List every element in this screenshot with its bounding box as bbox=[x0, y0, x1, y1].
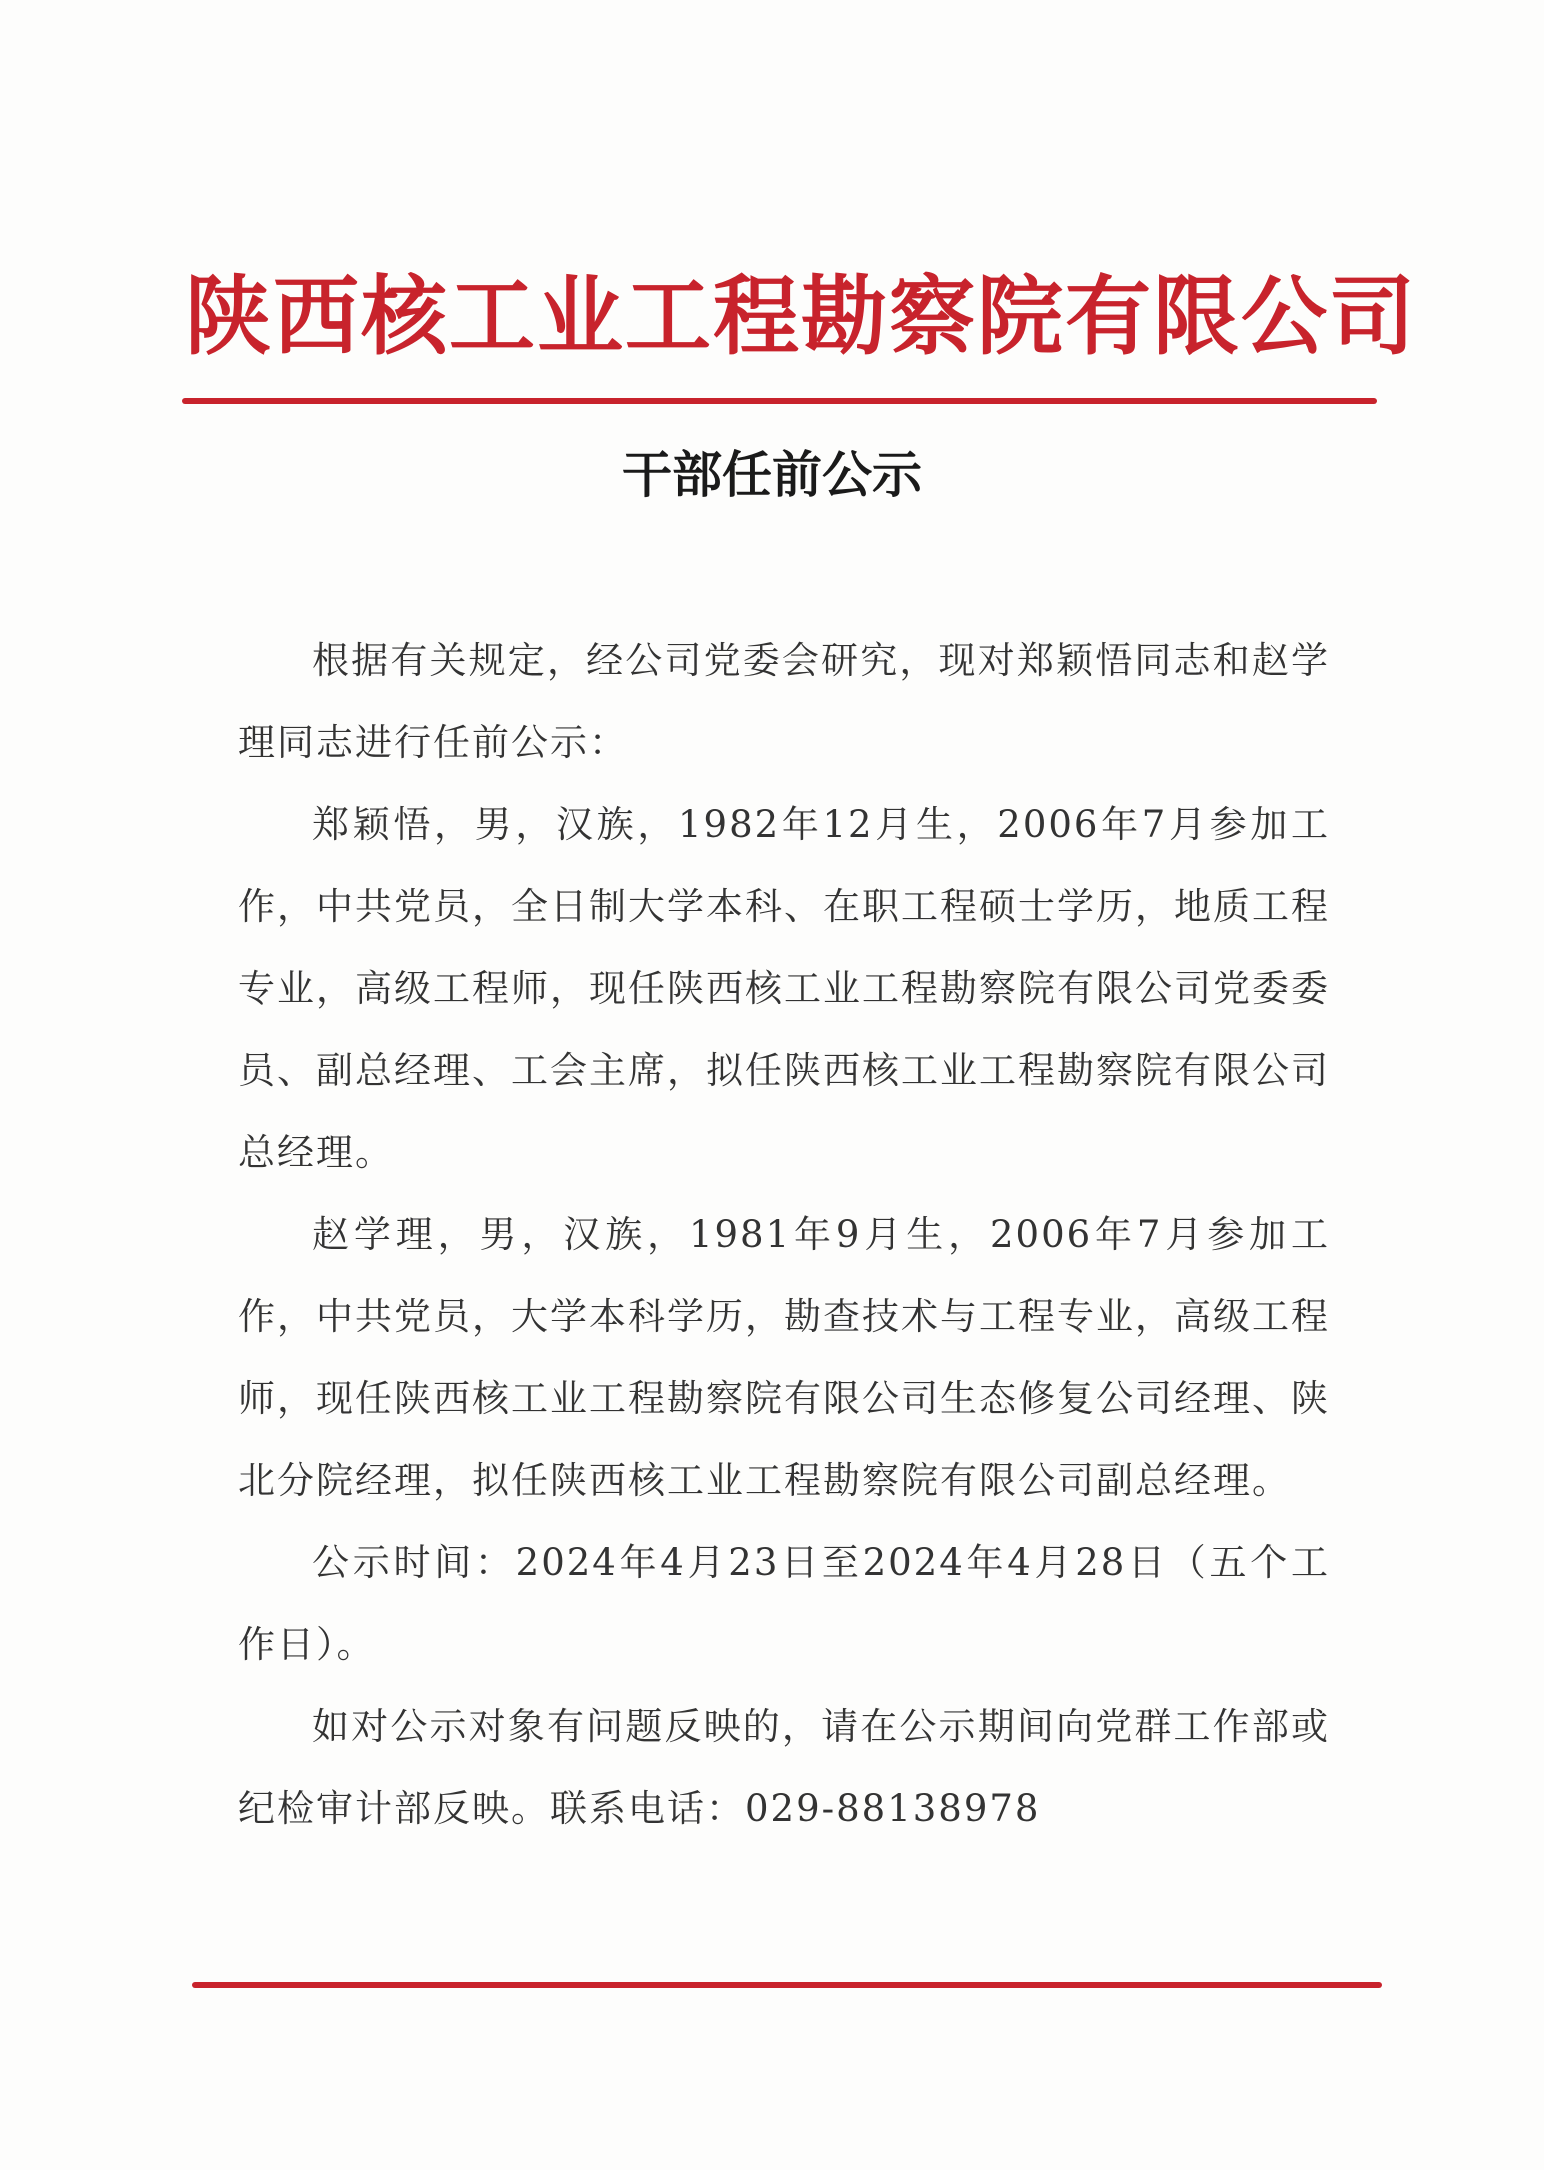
footer-red-rule bbox=[192, 1982, 1382, 1988]
letterhead-red-rule bbox=[182, 398, 1377, 404]
company-letterhead: 陕西核工业工程勘察院有限公司 bbox=[185, 266, 1417, 367]
candidate-zhao-paragraph: 赵学理，男，汉族，1981年9月生，2006年7月参加工作，中共党员，大学本科学历，勘查技术与工程专业，高级工程师，现任陕西核工业工程勘察院有限公司生态修复公司经理、陕北分院经理，拟任陕西核工业工程勘察院有限公司副总经理。 bbox=[238, 1213, 1330, 1502]
contact-paragraph: 如对公示对象有问题反映的，请在公示期间向党群工作部或纪检审计部反映。联系电话：029-88138978 bbox=[238, 1705, 1330, 1830]
document-title: 干部任前公示 bbox=[622, 445, 922, 504]
document-body bbox=[238, 620, 1330, 1850]
intro-paragraph: 根据有关规定，经公司党委会研究，现对郑颖悟同志和赵学理同志进行任前公示： bbox=[238, 639, 1330, 764]
notice-period-paragraph: 公示时间：2024年4月23日至2024年4月28日（五个工作日）。 bbox=[238, 1541, 1330, 1666]
candidate-zheng-paragraph: 郑颖悟，男，汉族，1982年12月生，2006年7月参加工作，中共党员，全日制大学本科、在职工程硕士学历，地质工程专业，高级工程师，现任陕西核工业工程勘察院有限公司党委委员、副总经理、工会主席，拟任陕西核工业工程勘察院有限公司总经理。 bbox=[238, 803, 1330, 1174]
